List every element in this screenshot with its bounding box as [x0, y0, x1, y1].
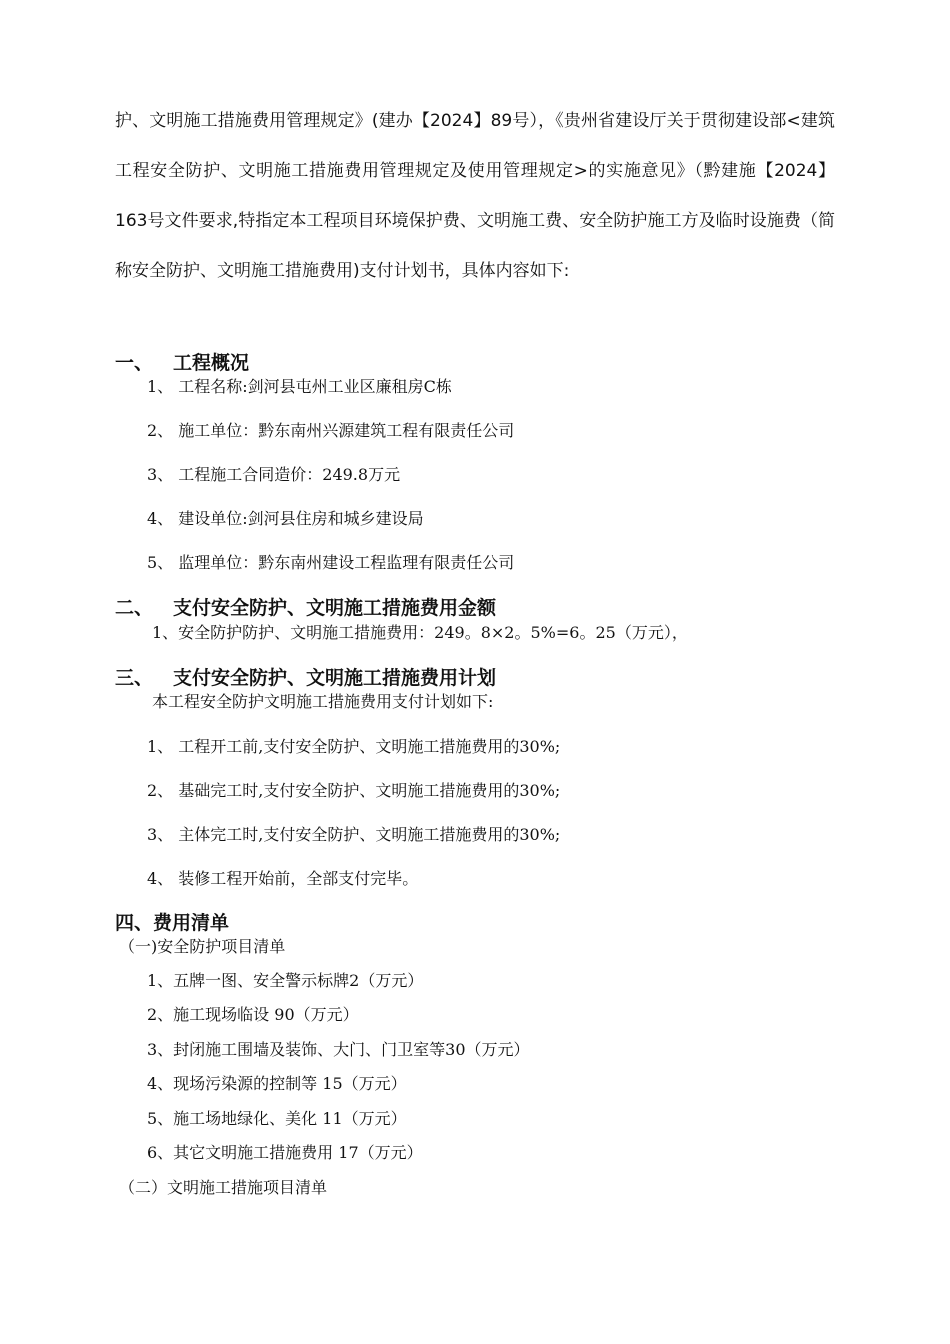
section-3-intro: 本工程安全防护文明施工措施费用支付计划如下:: [152, 692, 494, 711]
section-1-item: 1、 工程名称:剑河县屯州工业区廉租房C栋: [147, 377, 452, 396]
cost-list-item: 2、施工现场临设 90（万元）: [147, 1005, 359, 1024]
cost-list-item: 6、其它文明施工措施费用 17（万元）: [147, 1143, 423, 1162]
cost-list-item: 4、现场污染源的控制等 15（万元）: [147, 1074, 407, 1093]
section-3-item: 1、 工程开工前,支付安全防护、文明施工措施费用的30%;: [147, 737, 561, 756]
section-3-item: 3、 主体完工时,支付安全防护、文明施工措施费用的30%;: [147, 825, 561, 844]
section-2-title: 支付安全防护、文明施工措施费用金额: [173, 597, 497, 619]
section-3-item: 4、 装修工程开始前，全部支付完毕。: [147, 869, 419, 888]
section-3-heading: [115, 663, 496, 690]
section-1-item: 2、 施工单位：黔东南州兴源建筑工程有限责任公司: [147, 421, 515, 440]
section-3-title: 支付安全防护、文明施工措施费用计划: [173, 667, 497, 689]
section-1-heading: [115, 348, 249, 375]
section-4-heading: 四、费用清单: [115, 912, 230, 934]
section-2-heading: [115, 593, 496, 620]
section-1-item: 3、 工程施工合同造价：249.8万元: [147, 465, 401, 484]
section-4-subheading-2: （二）文明施工措施项目清单: [119, 1178, 328, 1197]
cost-list-item: 3、封闭施工围墙及装饰、大门、门卫室等30（万元）: [147, 1040, 530, 1059]
section-3-number: 三、: [115, 667, 154, 689]
intro-paragraph: 护、文明施工措施费用管理规定》(建办【2024】89号），《贵州省建设厅关于贯彻建设部<建筑工程安全防护、文明施工措施费用管理规定及使用管理规定>的实施意见》（黔建施【2024】163号文件要求,特指定本工程项目环境保护费、文明施工费、安全防护施工方及临时设施费（简称安全防护、文明施工措施费用)支付计划书，具体内容如下:: [115, 111, 835, 281]
section-4-subheading-1: （一)安全防护项目清单: [119, 937, 286, 956]
section-1-item: 4、 建设单位:剑河县住房和城乡建设局: [147, 509, 424, 528]
section-1-item: 5、 监理单位：黔东南州建设工程监理有限责任公司: [147, 553, 515, 572]
section-3-item: 2、 基础完工时,支付安全防护、文明施工措施费用的30%;: [147, 781, 561, 800]
cost-list-item: 1、五牌一图、安全警示标牌2（万元）: [147, 971, 424, 990]
section-1-number: 一、: [115, 352, 154, 374]
section-2-number: 二、: [115, 597, 154, 619]
cost-list-item: 5、施工场地绿化、美化 11（万元）: [147, 1109, 407, 1128]
section-2-item: 1、安全防护防护、文明施工措施费用：249。8×2。5%=6。25（万元），: [152, 623, 688, 642]
section-1-title: 工程概况: [173, 352, 250, 374]
